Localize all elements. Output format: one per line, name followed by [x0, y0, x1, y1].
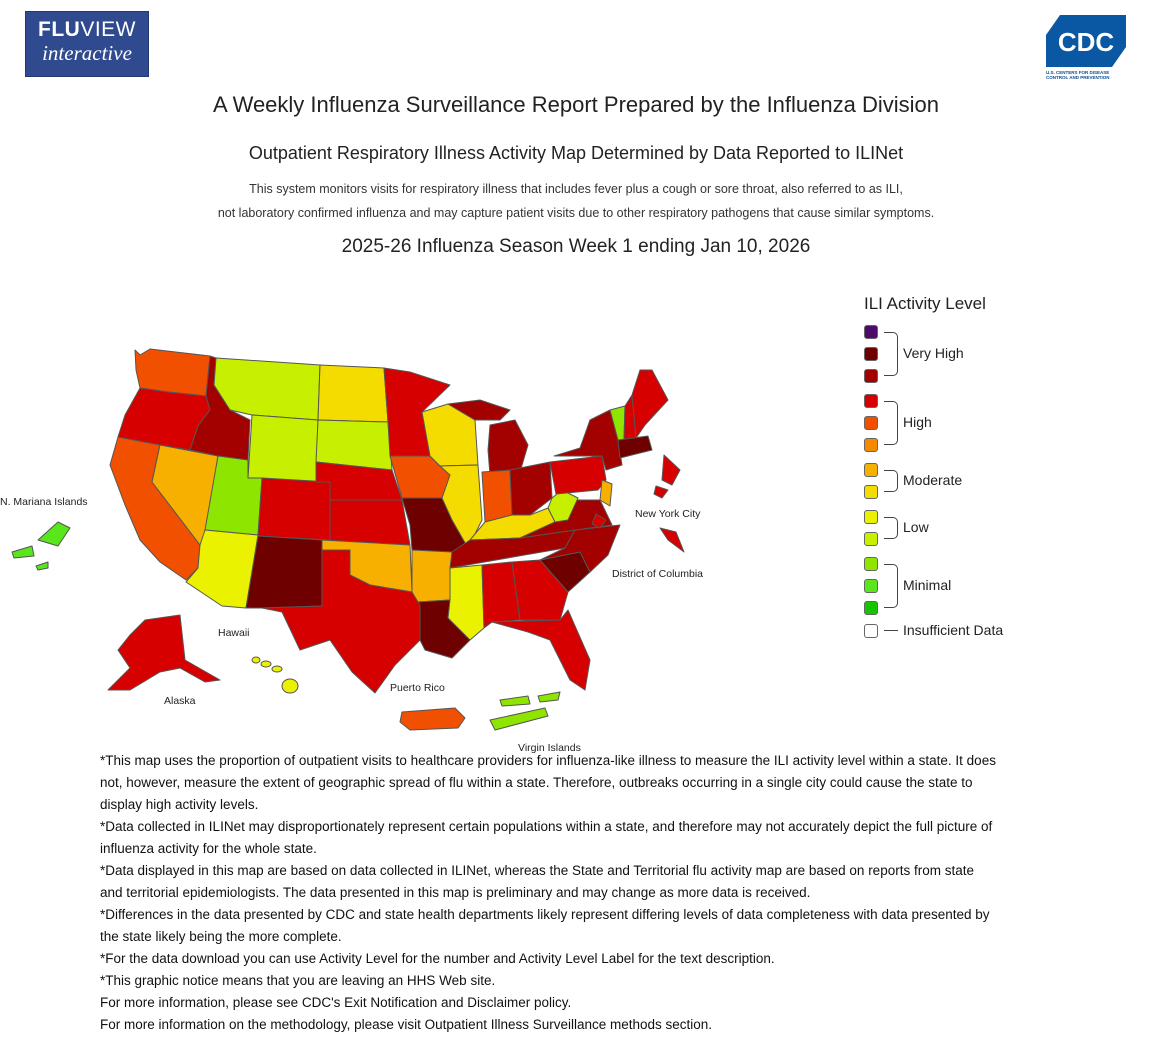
- legend-swatch: [864, 416, 878, 430]
- label-nyc: New York City: [635, 508, 701, 520]
- cdc-subtitle-line2: CONTROL AND PREVENTION: [1046, 75, 1110, 80]
- state-NJ[interactable]: [600, 480, 612, 506]
- legend-bracket: [884, 332, 898, 376]
- legend-label: High: [903, 414, 932, 430]
- page-title: A Weekly Influenza Surveillance Report Prepared by the Influenza Division: [213, 92, 939, 117]
- cdc-logo-text: CDC: [1057, 27, 1115, 57]
- state-AK[interactable]: [108, 615, 220, 690]
- map-subtitle: Outpatient Respiratory Illness Activity Map Determined by Data Reported to ILINet: [248, 143, 904, 163]
- legend-bracket: [884, 517, 898, 539]
- marker-RI[interactable]: [662, 455, 680, 485]
- note-3: *Data displayed in this map are based on data collected in ILINet, whereas the State and Territorial flu activity map are based on reports from state and territorial epidemiologists. The data presented in this map is preliminary and may change as more data is received.: [100, 863, 974, 900]
- note-1: *This map uses the proportion of outpatient visits to healthcare providers for influenza-like illness to measure the ILI activity level within a state. It does not, however, measure the extent of geographic spread of flu within a state. Therefore, outbreaks occurring in a single city could cause the state to display high activity levels.: [100, 753, 996, 812]
- state-OH[interactable]: [510, 462, 552, 515]
- state-PA[interactable]: [550, 456, 606, 494]
- cdc-subtitle-line1: U.S. CENTERS FOR DISEASE: [1046, 70, 1110, 75]
- label-mariana: N. Mariana Islands: [0, 496, 88, 508]
- legend-bracket: [884, 564, 898, 608]
- legend-swatch: [864, 579, 878, 593]
- legend-connector: [884, 630, 898, 631]
- state-NM[interactable]: [246, 536, 322, 608]
- state-IN[interactable]: [482, 470, 512, 522]
- state-ME[interactable]: [632, 370, 668, 438]
- label-alaska: Alaska: [164, 695, 196, 707]
- state-ND[interactable]: [318, 365, 388, 422]
- legend-swatch: [864, 394, 878, 408]
- logo-text-flu: FLU: [38, 18, 81, 41]
- logo-text-view: VIEW: [80, 18, 136, 41]
- territory-VI[interactable]: [490, 692, 560, 730]
- legend-label: Very High: [903, 345, 964, 361]
- label-dc: District of Columbia: [612, 568, 704, 580]
- state-MA[interactable]: [618, 436, 652, 458]
- note-methodology[interactable]: For more information on the methodology, please visit Outpatient Illness Surveillance methods section.: [100, 1017, 713, 1032]
- label-puerto-rico: Puerto Rico: [390, 682, 445, 694]
- note-6[interactable]: *This graphic notice means that you are leaving an HHS Web site.: [100, 973, 496, 988]
- legend-swatch: [864, 438, 878, 452]
- legend-swatch: [864, 369, 878, 383]
- marker-CT[interactable]: [654, 486, 668, 498]
- legend-title: ILI Activity Level: [864, 294, 986, 313]
- state-FL[interactable]: [492, 610, 590, 690]
- legend-label: Low: [903, 519, 929, 535]
- marker-NYC[interactable]: [660, 528, 684, 552]
- label-virgin-islands: Virgin Islands: [518, 742, 581, 754]
- fluview-logo[interactable]: [25, 11, 149, 77]
- state-KS[interactable]: [330, 500, 410, 545]
- note-exit-policy[interactable]: For more information, please see CDC's Exit Notification and Disclaimer policy.: [100, 995, 572, 1010]
- legend-swatch: [864, 532, 878, 546]
- state-WY[interactable]: [248, 415, 318, 482]
- territory-PR[interactable]: [400, 708, 465, 730]
- footnotes: [100, 750, 1000, 1036]
- description-line-1: This system monitors visits for respiratory illness that includes fever plus a cough or sore throat, also referred to as ILI,: [249, 182, 903, 196]
- legend-swatch: [864, 485, 878, 499]
- legend-label: Moderate: [903, 472, 963, 488]
- cdc-subtitle: [1046, 70, 1126, 80]
- logo-text-interactive: interactive: [42, 41, 132, 65]
- legend-bracket: [884, 470, 898, 492]
- territory-MP[interactable]: [12, 522, 70, 570]
- legend-swatch-insufficient: [864, 624, 878, 638]
- legend-swatch: [864, 325, 878, 339]
- note-5: *For the data download you can use Activity Level for the number and Activity Level Label for the text description.: [100, 951, 775, 966]
- description-line-2: not laboratory confirmed influenza and may capture patient visits due to other respiratory pathogens that cause similar symptoms.: [217, 206, 935, 220]
- legend-swatch: [864, 463, 878, 477]
- legend-swatch: [864, 601, 878, 615]
- state-HI[interactable]: [252, 657, 298, 693]
- state-CO[interactable]: [258, 478, 330, 540]
- legend-label: Minimal: [903, 577, 952, 593]
- state-SD[interactable]: [316, 420, 392, 470]
- note-2: *Data collected in ILINet may disproportionately represent certain populations within a state, and therefore may not accurately depict the full picture of influenza activity for the whole state.: [100, 819, 993, 856]
- legend-bracket: [884, 401, 898, 445]
- season-heading: 2025-26 Influenza Season Week 1 ending Jan 10, 2026: [341, 236, 811, 257]
- legend-swatch: [864, 347, 878, 361]
- legend-label-insufficient: Insufficient Data: [903, 622, 1004, 638]
- label-hawaii: Hawaii: [218, 627, 250, 639]
- legend-swatch: [864, 557, 878, 571]
- note-4: *Differences in the data presented by CDC and state health departments likely represent differing levels of data completeness with data presented by the state likely being the more complete.: [100, 907, 990, 944]
- legend-swatch: [864, 510, 878, 524]
- state-AR[interactable]: [412, 550, 452, 602]
